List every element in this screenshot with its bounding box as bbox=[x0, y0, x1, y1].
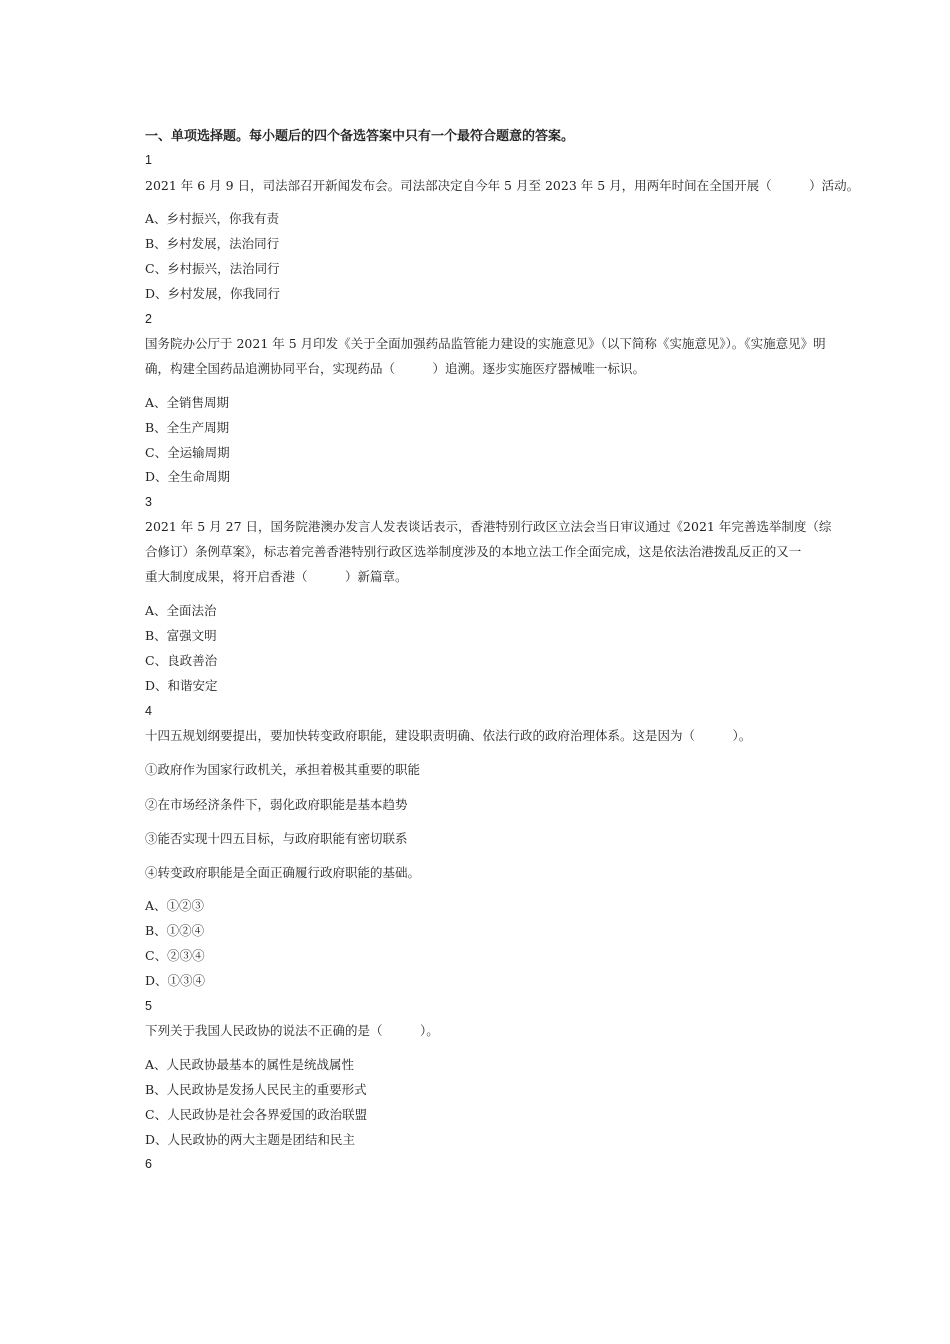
question-stem: 重大制度成果，将开启香港（ ）新篇章。 bbox=[145, 569, 408, 584]
statement-item: ①政府作为国家行政机关，承担着极其重要的职能 bbox=[145, 762, 421, 777]
statement-item: ②在市场经济条件下，弱化政府职能是基本趋势 bbox=[145, 797, 408, 812]
answer-option: B、①②④ bbox=[145, 923, 205, 938]
question-stem: 2021 年 6 月 9 日，司法部召开新闻发布会。司法部决定自今年 5 月至 2023 年 5 月，用两年时间在全国开展（ ）活动。 bbox=[145, 178, 860, 193]
question-number: 6 bbox=[145, 1157, 152, 1171]
answer-option: B、乡村发展，法治同行 bbox=[145, 236, 280, 251]
answer-option: A、全销售周期 bbox=[145, 395, 230, 410]
statement-item: ③能否实现十四五目标，与政府职能有密切联系 bbox=[145, 831, 408, 846]
answer-option: A、全面法治 bbox=[145, 603, 217, 618]
answer-option: B、人民政协是发扬人民民主的重要形式 bbox=[145, 1082, 367, 1097]
answer-option: C、②③④ bbox=[145, 948, 205, 963]
answer-option: A、①②③ bbox=[145, 898, 205, 913]
answer-option: D、人民政协的两大主题是团结和民主 bbox=[145, 1132, 356, 1147]
answer-option: B、全生产周期 bbox=[145, 420, 230, 435]
section-heading: 一、单项选择题。每小题后的四个备选答案中只有一个最符合题意的答案。 bbox=[145, 129, 575, 144]
answer-option: C、人民政协是社会各界爱国的政治联盟 bbox=[145, 1107, 368, 1122]
question-number: 2 bbox=[145, 312, 152, 326]
answer-option: D、全生命周期 bbox=[145, 469, 231, 484]
question-stem: 合修订）条例草案》，标志着完善香港特别行政区选举制度涉及的本地立法工作全面完成，这是依法治港拨乱反正的又一 bbox=[145, 544, 802, 559]
question-number: 4 bbox=[145, 704, 152, 718]
question-stem: 十四五规划纲要提出，要加快转变政府职能，建设职责明确、依法行政的政府治理体系。这是因为（ ）。 bbox=[145, 728, 752, 743]
answer-option: A、乡村振兴，你我有责 bbox=[145, 211, 280, 226]
question-stem: 下列关于我国人民政协的说法不正确的是（ ）。 bbox=[145, 1023, 439, 1038]
answer-option: C、全运输周期 bbox=[145, 445, 230, 460]
answer-option: C、良政善治 bbox=[145, 653, 218, 668]
answer-option: B、富强文明 bbox=[145, 628, 217, 643]
question-stem: 国务院办公厅于 2021 年 5 月印发《关于全面加强药品监管能力建设的实施意见》（以下简称《实施意见》）。《实施意见》明 bbox=[145, 336, 826, 351]
question-number: 3 bbox=[145, 495, 152, 509]
answer-option: D、①③④ bbox=[145, 973, 206, 988]
question-number: 1 bbox=[145, 153, 152, 167]
answer-option: D、乡村发展，你我同行 bbox=[145, 286, 281, 301]
answer-option: C、乡村振兴，法治同行 bbox=[145, 261, 280, 276]
question-stem: 2021 年 5 月 27 日，国务院港澳办发言人发表谈话表示，香港特别行政区立法会当日审议通过《2021 年完善选举制度（综 bbox=[145, 519, 832, 534]
answer-option: A、人民政协最基本的属性是统战属性 bbox=[145, 1057, 355, 1072]
answer-option: D、和谐安定 bbox=[145, 678, 218, 693]
question-number: 5 bbox=[145, 999, 152, 1013]
question-stem: 确，构建全国药品追溯协同平台，实现药品（ ）追溯。逐步实施医疗器械唯一标识。 bbox=[145, 361, 646, 376]
statement-item: ④转变政府职能是全面正确履行政府职能的基础。 bbox=[145, 865, 421, 880]
